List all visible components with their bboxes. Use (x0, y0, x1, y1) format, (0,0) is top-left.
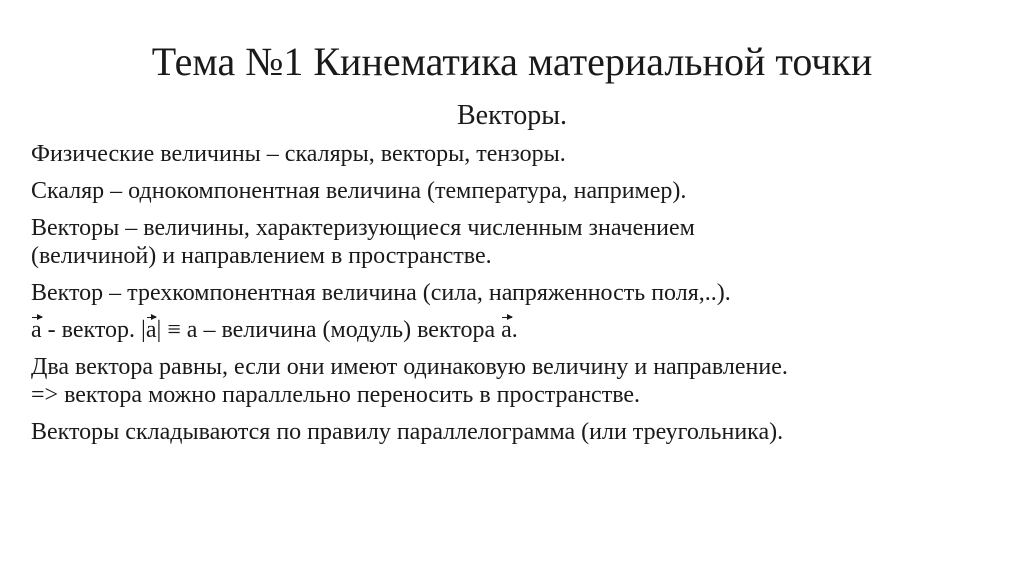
vector-a-symbol: a (31, 317, 42, 343)
text-line (31, 316, 1001, 344)
vector-text-part-2: | ≡ a – величина (модуль) вектора (156, 317, 502, 343)
paragraph-vector-addition (31, 418, 1001, 446)
vector-text-part-1: - вектор. | (41, 317, 146, 343)
vector-a-symbol: a (501, 317, 512, 343)
text-line: Вектор – трехкомпонентная величина (сила, напряженность поля,..). (31, 280, 731, 306)
paragraph-vector-equality (31, 353, 1001, 409)
paragraph-vectors-definition (31, 214, 1001, 270)
slide-body (31, 140, 1001, 455)
paragraph-scalar (31, 177, 1001, 205)
text-line: Векторы – величины, характеризующиеся численным значением (31, 215, 695, 241)
text-line: Векторы складываются по правилу параллелограмма (или треугольника). (31, 419, 784, 445)
text-line: Два вектора равны, если они имеют одинаковую величину и направление. (31, 354, 788, 380)
text-line: (величиной) и направлением в пространстве. (31, 243, 492, 269)
paragraph-physical-quantities (31, 140, 1001, 168)
slide-subtitle: Векторы. (456, 100, 568, 131)
slide-title: Тема №1 Кинематика материальной точки (151, 39, 873, 84)
vector-a-symbol: a (145, 317, 157, 343)
vector-text-part-3: . (511, 317, 518, 343)
text-line: Физические величины – скаляры, векторы, тензоры. (31, 141, 566, 167)
paragraph-vector-notation (31, 316, 1001, 344)
text-line: => вектора можно параллельно переносить в пространстве. (31, 382, 641, 408)
text-line: Скаляр – однокомпонентная величина (температура, например). (31, 178, 687, 204)
paragraph-vector-components (31, 279, 1001, 307)
